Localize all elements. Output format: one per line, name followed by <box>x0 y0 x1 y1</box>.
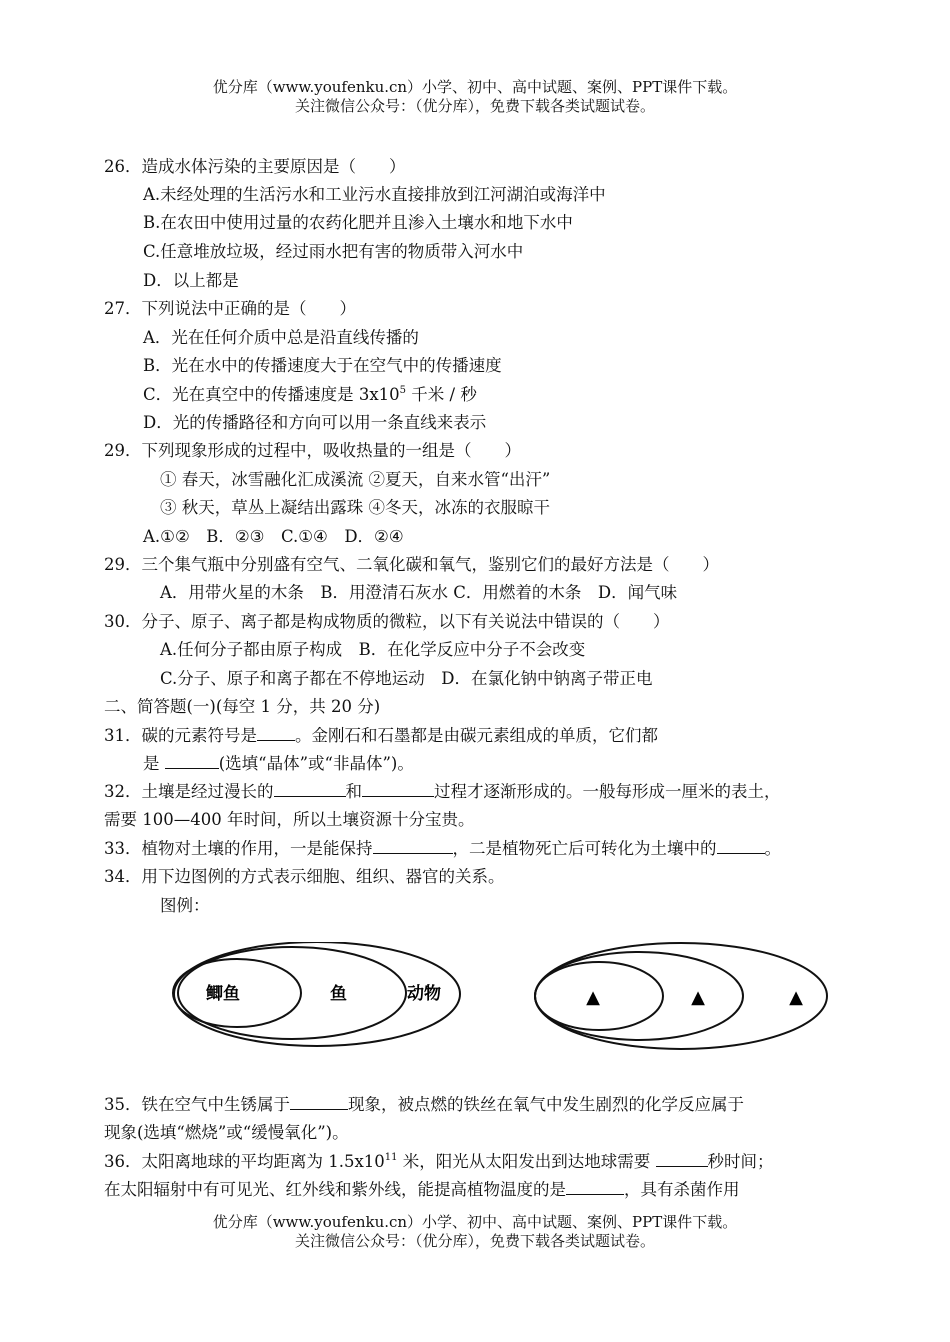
footer-line-1: 优分库（www.youfenku.cn）小学、初中、高中试题、案例、PPT课件下载。 <box>212 1213 738 1231</box>
header-line-1: 优分库（www.youfenku.cn）小学、初中、高中试题、案例、PPT课件下载。 <box>212 78 738 96</box>
q33-line: 33．植物对土壤的作用，一是能保持 ，二是植物死亡后可转化为土壤中的 。 <box>104 839 781 858</box>
q36-blank-1[interactable] <box>656 1151 708 1167</box>
diagram2-outer-marker: ▲ <box>789 987 803 1008</box>
q27-option-c: C．光在真空中的传播速度是 $3x10^5$ 千米 / 秒 <box>143 385 477 404</box>
q31-blank-2[interactable] <box>165 753 219 769</box>
q26-option-a: A.未经处理的生活污水和工业污水直接排放到江河湖泊或海洋中 <box>143 185 606 204</box>
q35-blank-1[interactable] <box>290 1094 348 1110</box>
q29a-options: A.①② B．②③ C.①④ D．②④ <box>143 527 404 546</box>
q35-line-2: 现象(选填“燃烧”或“缓慢氧化”)。 <box>104 1123 349 1142</box>
q26-stem: 26．造成水体污染的主要原因是（ ） <box>104 157 406 176</box>
q36-line-2: 在太阳辐射中有可见光、红外线和紫外线，能提高植物温度的是 ，具有杀菌作用 <box>104 1180 740 1199</box>
diagram2-middle-marker: ▲ <box>691 987 705 1008</box>
diagram2-outer-ellipse <box>535 943 827 1049</box>
q29b-options: A．用带火星的木条 B．用澄清石灰水 C．用燃着的木条 D．闻气味 <box>160 583 678 602</box>
header-line-2: 关注微信公众号：（优分库），免费下载各类试题试卷。 <box>294 97 655 115</box>
q29a-line-2: ③ 秋天，草丛上凝结出露珠 ④冬天，冰冻的衣服晾干 <box>160 498 550 517</box>
q26-option-b: B.在农田中使用过量的农药化肥并且渗入土壤水和地下水中 <box>143 213 573 232</box>
q34-stem: 34．用下边图例的方式表示细胞、组织、器官的关系。 <box>104 867 505 886</box>
q27-stem: 27．下列说法中正确的是（ ） <box>104 299 356 318</box>
q31-blank-1[interactable] <box>257 725 295 741</box>
q32-line-1: 32．土壤是经过漫长的 和 过程才逐渐形成的。一般每形成一厘米的表土， <box>104 782 781 801</box>
q27-option-d: D．光的传播路径和方向可以用一条直线来表示 <box>143 413 487 432</box>
q36-blank-2[interactable] <box>566 1179 624 1195</box>
q29b-stem: 29．三个集气瓶中分别盛有空气、二氧化碳和氧气，鉴别它们的最好方法是（ ） <box>104 555 719 574</box>
q27-option-a: A．光在任何介质中总是沿直线传播的 <box>143 328 419 347</box>
q30-stem: 30．分子、原子、离子都是构成物质的微粒，以下有关说法中错误的（ ） <box>104 612 670 631</box>
q31-line-2: 是 (选填“晶体”或“非晶体”)。 <box>143 754 414 773</box>
diagram2-inner-marker: ▲ <box>586 987 600 1008</box>
diagram1-middle-label: 鱼 <box>330 984 347 1004</box>
q33-blank-1[interactable] <box>373 838 453 854</box>
q35-line-1: 35．铁在空气中生锈属于 现象，被点燃的铁丝在氧气中发生剧烈的化学反应属于 <box>104 1095 744 1114</box>
q32-line-2: 需要 100—400 年时间，所以土壤资源十分宝贵。 <box>104 810 475 829</box>
footer-line-2: 关注微信公众号：（优分库），免费下载各类试题试卷。 <box>294 1232 655 1250</box>
section-2-heading: 二、简答题(一)(每空 1 分，共 20 分) <box>104 697 381 716</box>
q32-blank-1[interactable] <box>274 781 346 797</box>
q32-blank-2[interactable] <box>362 781 434 797</box>
q30-line-1: A.任何分子都由原子构成 B．在化学反应中分子不会改变 <box>160 640 586 659</box>
diagram2-middle-ellipse <box>535 952 743 1040</box>
q29a-stem: 29．下列现象形成的过程中，吸收热量的一组是（ ） <box>104 441 521 460</box>
diagram1-inner-label: 鲫鱼 <box>206 984 240 1004</box>
q26-option-d: D．以上都是 <box>143 271 239 290</box>
q34-legend-label: 图例： <box>160 896 210 915</box>
diagram1-outer-label: 动物 <box>407 984 441 1004</box>
q30-line-2: C.分子、原子和离子都在不停地运动 D．在氯化钠中钠离子带正电 <box>160 669 653 688</box>
q36-line-1: 36．太阳离地球的平均距离为 $1.5x10^{11}$ 米，阳光从太阳发出到达地球需要 秒时间； <box>104 1152 774 1171</box>
q31-line-1: 31．碳的元素符号是 。金刚石和石墨都是由碳元素组成的单质，它们都 <box>104 726 658 745</box>
q29a-line-1: ① 春天，冰雪融化汇成溪流 ②夏天，自来水管“出汗” <box>160 470 551 489</box>
q26-option-c: C.任意堆放垃圾，经过雨水把有害的物质带入河水中 <box>143 242 524 261</box>
q27-option-b: B．光在水中的传播速度大于在空气中的传播速度 <box>143 356 502 375</box>
q33-blank-2[interactable] <box>717 838 765 854</box>
q34-diagrams <box>170 942 840 1070</box>
